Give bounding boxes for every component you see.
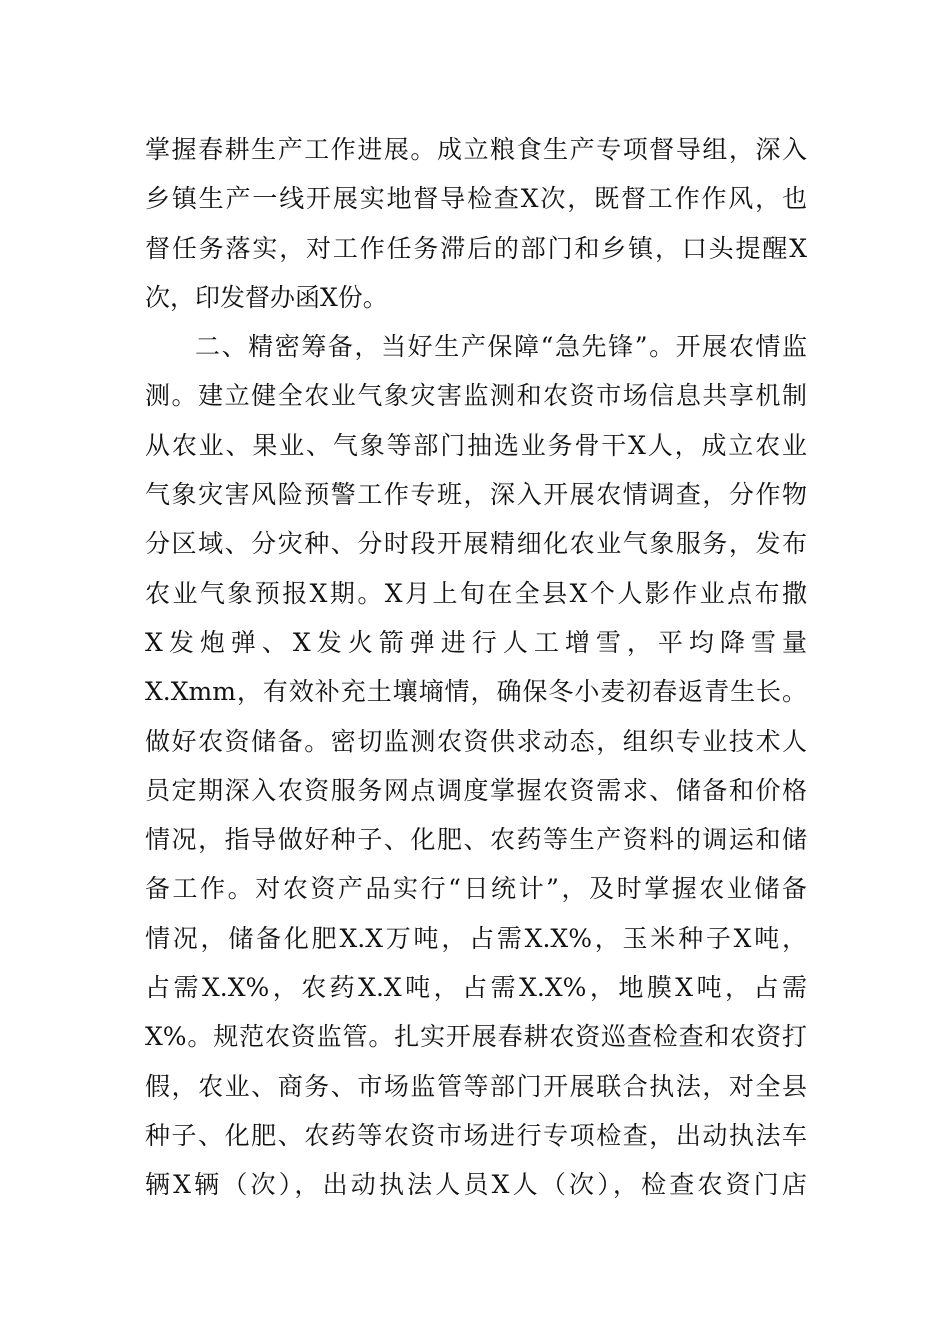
- text-line: 做好农资储备。密切监测农资供求动态，组织专业技术人: [145, 726, 807, 756]
- body-text: [145, 125, 807, 1210]
- text-line: 备工作。对农资产品实行“日统计”，及时掌握农业储备: [145, 874, 807, 904]
- text-line: 员定期深入农资服务网点调度掌握农资需求、储备和价格: [145, 775, 807, 805]
- section-heading-line: 二、精密筹备，当好生产保障“急先锋”。开展农情监: [195, 332, 807, 362]
- text-line: 次，印发督办函X份。: [145, 282, 388, 312]
- text-line: 从农业、果业、气象等部门抽选业务骨干X人，成立农业: [145, 430, 807, 460]
- text-line: 情况，指导做好种子、化肥、农药等生产资料的调运和储: [145, 825, 807, 855]
- text-line: 测。建立健全农业气象灾害监测和农资市场信息共享机制: [145, 381, 807, 411]
- text-line: 督任务落实，对工作任务滞后的部门和乡镇，口头提醒X: [145, 233, 807, 263]
- text-line: 乡镇生产一线开展实地督导检查X次，既督工作作风，也: [145, 184, 807, 214]
- text-line: 农业气象预报X期。X月上旬在全县X个人影作业点布撒: [145, 578, 807, 608]
- text-line: 假，农业、商务、市场监管等部门开展联合执法，对全县: [145, 1071, 807, 1101]
- text-line: 掌握春耕生产工作进展。成立粮食生产专项督导组，深入: [145, 135, 807, 164]
- text-line: 辆X辆（次），出动执法人员X人（次），检查农资门店: [145, 1170, 807, 1200]
- text-line: 分区域、分灾种、分时段开展精细化农业气象服务，发布: [145, 529, 807, 559]
- text-line: 气象灾害风险预警工作专班，深入开展农情调查，分作物: [145, 480, 807, 510]
- text-line: 情况，储备化肥X.X万吨，占需X.X%，玉米种子X吨，: [145, 923, 807, 953]
- text-line: X.Xmm，有效补充土壤墒情，确保冬小麦初春返青生长。: [145, 677, 807, 707]
- text-line: 种子、化肥、农药等农资市场进行专项检查，出动执法车: [145, 1120, 807, 1150]
- text-line: 占需X.X%，农药X.X吨，占需X.X%，地膜X吨，占需: [145, 973, 807, 1003]
- text-line: X%。规范农资监管。扎实开展春耕农资巡查检查和农资打: [145, 1022, 807, 1052]
- text-line: X发炮弹、X发火箭弹进行人工增雪，平均降雪量: [145, 627, 807, 657]
